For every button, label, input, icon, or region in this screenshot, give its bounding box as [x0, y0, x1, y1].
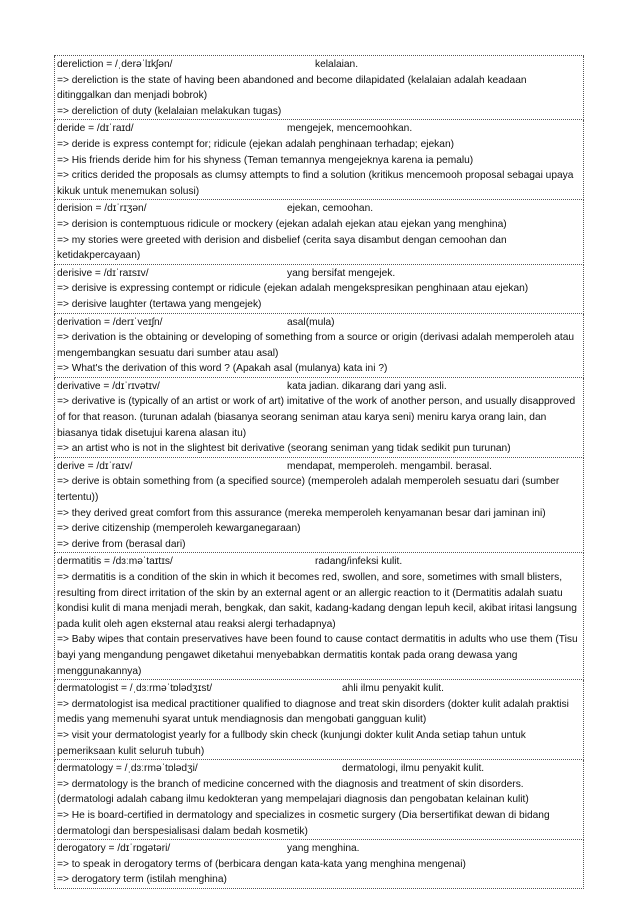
entry-example-line: => derive is obtain something from (a specified source) (memperoleh adalah memperoleh sesuatu dari (sumber tertentu)) [57, 476, 560, 504]
dictionary-entry [54, 200, 584, 264]
entry-gloss: kata jadian. dikarang dari yang asli. [287, 380, 447, 392]
entry-example-line: => Baby wipes that contain preservatives have been found to cause contact dermatitis in adults who use them (Tisu bayi yang mengandung pengawet diketahui menyebabkan dermatitis kontak pada orang dewasa yang menggunakannya) [57, 634, 578, 677]
entry-headline [57, 315, 582, 331]
dictionary-entry [54, 314, 584, 378]
entry-gloss: mengejek, mencemoohkan. [287, 123, 413, 135]
entry-headline [57, 841, 582, 857]
entry-example-line: => dermatology is the branch of medicine concerned with the diagnosis and treatment of skin disorders. (dermatologi adalah cabang ilmu kedokteran yang mempelajari diagnosis dan pengobatan kelainan kulit) [57, 778, 529, 806]
entry-headline [57, 681, 582, 697]
entry-term: deride = /dɪˈraɪd/ [57, 123, 134, 135]
entry-headline [57, 761, 582, 777]
entry-headline [57, 459, 582, 475]
entry-gloss: dermatologi, ilmu penyakit kulit. [342, 763, 485, 775]
entry-gloss: yang menghina. [287, 843, 360, 855]
entry-headline [57, 379, 582, 395]
entry-example-line: => derisive is expressing contempt or ridicule (ejekan adalah mengekspresikan penghinaan atau ejekan) [57, 283, 529, 295]
entry-headline [57, 121, 582, 137]
dictionary-entry [54, 840, 584, 889]
dictionary-entry [54, 553, 584, 680]
entry-example-line: => critics derided the proposals as clumsy attempts to find a solution (kritikus mencemooh proposal sebagai upaya kikuk untuk menemukan solusi) [57, 170, 574, 197]
entry-example-line: => He is board-certified in dermatology and specializes in cosmetic surgery (Dia bersertifikat dewan di bidang dermatologi dan berspesialisasi dalam bedah kosmetik) [57, 809, 550, 837]
entry-example-line: => an artist who is not in the slightest bit derivative (seorang seniman yang tidak sedikit pun turunan) [57, 443, 511, 455]
entry-headline [57, 266, 582, 282]
entry-term: dermatitis = /dɜːməˈtaɪtɪs/ [57, 556, 173, 568]
entry-term: derision = /dɪˈrɪʒən/ [57, 203, 147, 215]
entry-headline [57, 57, 582, 73]
entry-example-line: => derivation is the obtaining or developing of something from a source or origin (derivasi adalah memperoleh atau mengembangkan sesuatu dari sumber atau asal) [57, 332, 575, 359]
entry-example-line: => my stories were greeted with derision and disbelief (cerita saya disambut dengan cemoohan dan ketidakpercayaan) [57, 234, 507, 262]
entry-example-line: => deride is express contempt for; ridicule (ejekan adalah penghinaan terhadap; ejekan) [57, 138, 454, 150]
entry-example-line: => dermatologist isa medical practitioner qualified to diagnose and treat skin disorders (dokter kulit adalah praktisi medis yang memenuhi syarat untuk mendiagnosis dan mengobati gangguan kulit) [57, 698, 569, 726]
entry-gloss: ahli ilmu penyakit kulit. [342, 683, 444, 695]
entry-headline [57, 201, 582, 217]
entry-example-line: => What's the derivation of this word ? (Apakah asal (mulanya) kata ini ?) [57, 363, 388, 375]
dictionary-entry [54, 680, 584, 760]
entry-term: derisive = /dɪˈraɪsɪv/ [57, 267, 149, 279]
entry-example-line: => dermatitis is a condition of the skin in which it becomes red, swollen, and sore, sometimes with small blisters, resulting from direct irritation of the skin by an external agent or an allergic reaction to it (Dermatitis adalah suatu kondisi kulit di mana menjadi merah, bengkak, dan sakit, kadang-kadang dengan lepuh kecil, akibat iritasi langsung pada kulit oleh agen eksternal atau reaksi alergi terhadapnya) [57, 572, 577, 630]
entry-term: derivative = /dɪˈrɪvətɪv/ [57, 380, 160, 392]
entry-example-line: => derive citizenship (memperoleh kewarganegaraan) [57, 523, 301, 535]
entry-gloss: yang bersifat mengejek. [287, 267, 396, 279]
dictionary-entry [54, 265, 584, 314]
entry-term: dermatology = /ˌdɜːrməˈtɒlədʒi/ [57, 763, 198, 775]
entry-example-line: => dereliction is the state of having been abandoned and become dilapidated (kelalaian adalah keadaan ditinggalkan dan menjadi bobrok) [57, 74, 527, 102]
entry-example-line: => derisive laughter (tertawa yang mengejek) [57, 298, 262, 310]
entry-example-line: => to speak in derogatory terms of (berbicara dengan kata-kata yang menghina mengenai) [57, 858, 466, 870]
entry-term: derogatory = /dɪˈrɒɡətəri/ [57, 843, 171, 855]
entry-gloss: asal(mula) [287, 316, 335, 328]
entry-example-line: => derive from (berasal dari) [57, 538, 186, 550]
dictionary-entry [54, 378, 584, 458]
entry-headline [57, 554, 582, 570]
entry-term: derive = /dɪˈraɪv/ [57, 460, 133, 472]
entry-gloss: kelalaian. [315, 59, 359, 70]
entry-example-line: => His friends deride him for his shyness (Teman temannya mengejeknya karena ia pemalu) [57, 154, 474, 166]
dictionary-entry [54, 458, 584, 554]
dictionary-document [54, 55, 584, 889]
entry-gloss: radang/infeksi kulit. [315, 556, 403, 568]
entry-term: derivation = /derɪˈveɪʃn/ [57, 316, 163, 328]
entry-example-line: => dereliction of duty (kelalaian melakukan tugas) [57, 105, 282, 117]
dictionary-entry [54, 760, 584, 840]
entry-term: dermatologist = /ˌdɜːrməˈtɒlədʒɪst/ [57, 683, 213, 695]
entry-gloss: mendapat, memperoleh. mengambil. berasal. [287, 460, 492, 472]
entry-example-line: => visit your dermatologist yearly for a fullbody skin check (kunjungi dokter kulit Anda setiap tahun untuk pemeriksaan kulit seluruh tubuh) [57, 729, 526, 757]
entry-example-line: => derogatory term (istilah menghina) [57, 874, 227, 886]
entry-example-line: => derivative is (typically of an artist or work of art) imitative of the work of another person, and usually disapproved of for that reason. (turunan adalah (biasanya seorang seniman atau karya seni) meniru karya orang lain, dan biasanya tidak disetujui karena alasan itu) [57, 396, 576, 439]
entry-gloss: ejekan, cemoohan. [287, 203, 374, 215]
entry-term: dereliction = /ˌderəˈlɪkʃən/ [57, 59, 173, 70]
dictionary-entry [54, 56, 584, 120]
entry-example-line: => derision is contemptuous ridicule or mockery (ejekan adalah ejekan atau ejekan yang menghina) [57, 218, 507, 230]
entry-example-line: => they derived great comfort from this assurance (mereka memperoleh kenyamanan besar dari jaminan ini) [57, 507, 546, 519]
dictionary-entry [54, 120, 584, 200]
